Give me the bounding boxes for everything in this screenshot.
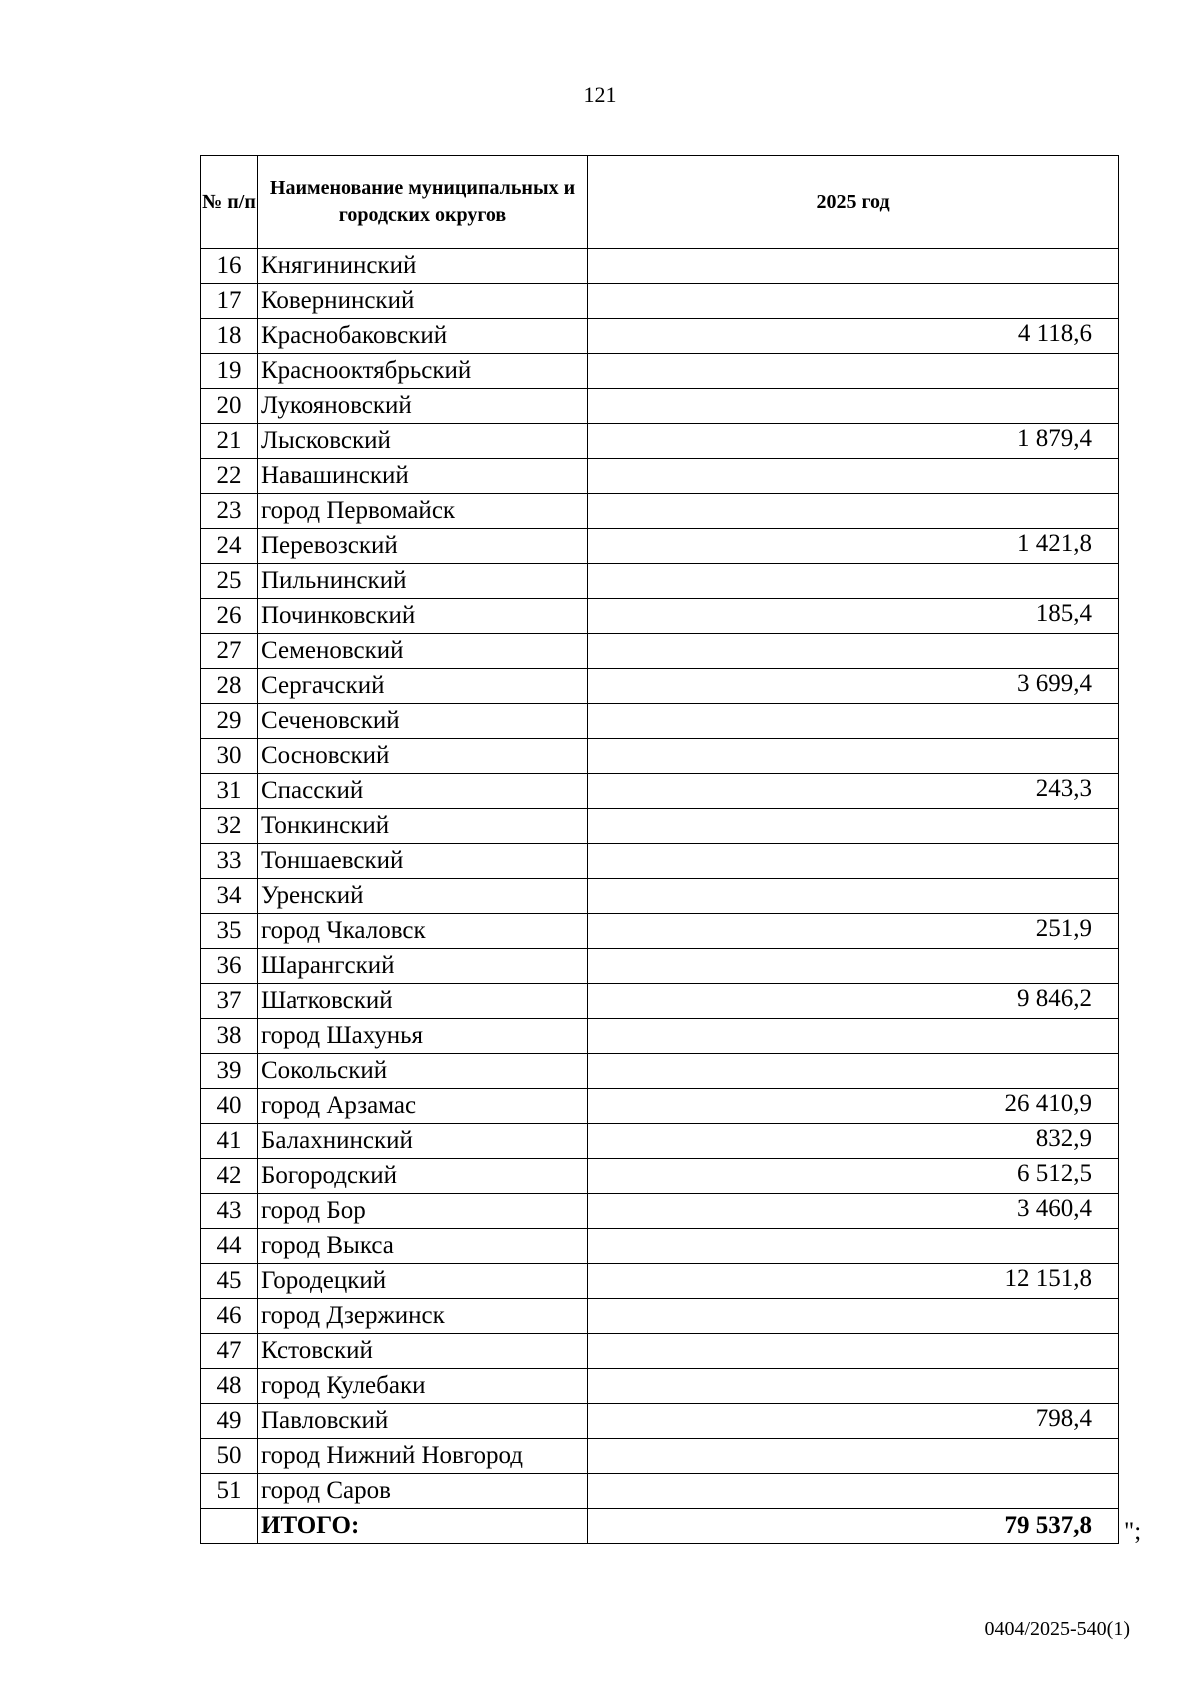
table-row <box>201 319 1119 354</box>
row-value <box>588 494 1119 529</box>
district-name: Сокольский <box>258 1054 588 1089</box>
row-value: 1 879,4 <box>588 424 1119 459</box>
table-row <box>201 634 1119 669</box>
district-name: Семеновский <box>258 634 588 669</box>
row-value <box>588 879 1119 914</box>
row-value: 3 460,4 <box>588 1194 1119 1229</box>
row-number: 36 <box>201 949 258 984</box>
header-num: № п/п <box>201 156 258 249</box>
row-number: 38 <box>201 1019 258 1054</box>
table-row <box>201 809 1119 844</box>
header-value: 2025 год <box>588 156 1119 249</box>
row-value <box>588 1474 1119 1509</box>
row-value <box>588 1334 1119 1369</box>
table-row <box>201 1054 1119 1089</box>
row-value <box>588 564 1119 599</box>
table-header-row <box>201 156 1119 249</box>
table-row <box>201 669 1119 704</box>
district-name: Богородский <box>258 1159 588 1194</box>
table-row <box>201 1369 1119 1404</box>
row-value <box>588 354 1119 389</box>
table-body <box>201 249 1119 1544</box>
row-value: 26 410,9 <box>588 1089 1119 1124</box>
row-value <box>588 634 1119 669</box>
district-name: Балахнинский <box>258 1124 588 1159</box>
district-name: Лысковский <box>258 424 588 459</box>
row-number: 16 <box>201 249 258 284</box>
table-row <box>201 564 1119 599</box>
district-name: Сосновский <box>258 739 588 774</box>
row-number: 40 <box>201 1089 258 1124</box>
table-row <box>201 739 1119 774</box>
table-row <box>201 1089 1119 1124</box>
table-row <box>201 949 1119 984</box>
district-name: город Арзамас <box>258 1089 588 1124</box>
district-name: город Кулебаки <box>258 1369 588 1404</box>
row-number: 21 <box>201 424 258 459</box>
district-name: Павловский <box>258 1404 588 1439</box>
row-value: 9 846,2 <box>588 984 1119 1019</box>
row-value: 185,4 <box>588 599 1119 634</box>
district-name: Сеченовский <box>258 704 588 739</box>
district-name: Шарангский <box>258 949 588 984</box>
row-value <box>588 949 1119 984</box>
district-name: Краснобаковский <box>258 319 588 354</box>
total-value: 79 537,8 <box>588 1509 1119 1544</box>
row-number: 34 <box>201 879 258 914</box>
row-value: 832,9 <box>588 1124 1119 1159</box>
row-number: 27 <box>201 634 258 669</box>
table-row <box>201 1124 1119 1159</box>
table-row <box>201 1159 1119 1194</box>
table-row <box>201 879 1119 914</box>
district-name: Перевозский <box>258 529 588 564</box>
table-row <box>201 1264 1119 1299</box>
row-number: 50 <box>201 1439 258 1474</box>
district-name: Шатковский <box>258 984 588 1019</box>
closing-quote-mark: "; <box>1124 1518 1142 1545</box>
row-value <box>588 249 1119 284</box>
table-row <box>201 284 1119 319</box>
row-value: 798,4 <box>588 1404 1119 1439</box>
district-name: Уренский <box>258 879 588 914</box>
row-value: 4 118,6 <box>588 319 1119 354</box>
row-number: 30 <box>201 739 258 774</box>
table-row <box>201 984 1119 1019</box>
row-value <box>588 459 1119 494</box>
row-number: 39 <box>201 1054 258 1089</box>
district-name: Починковский <box>258 599 588 634</box>
table-row <box>201 424 1119 459</box>
table-row <box>201 459 1119 494</box>
row-number: 37 <box>201 984 258 1019</box>
district-name: Кстовский <box>258 1334 588 1369</box>
district-name: город Нижний Новгород <box>258 1439 588 1474</box>
row-value: 1 421,8 <box>588 529 1119 564</box>
district-name: город Бор <box>258 1194 588 1229</box>
row-number: 46 <box>201 1299 258 1334</box>
row-number: 23 <box>201 494 258 529</box>
row-number: 19 <box>201 354 258 389</box>
table-row <box>201 1019 1119 1054</box>
table-row <box>201 914 1119 949</box>
row-value <box>588 1369 1119 1404</box>
row-value <box>588 739 1119 774</box>
row-value <box>588 1439 1119 1474</box>
district-name: Навашинский <box>258 459 588 494</box>
table-row <box>201 529 1119 564</box>
row-number: 17 <box>201 284 258 319</box>
table-row <box>201 1439 1119 1474</box>
row-number: 43 <box>201 1194 258 1229</box>
district-name: Тонкинский <box>258 809 588 844</box>
district-name: город Саров <box>258 1474 588 1509</box>
row-number: 33 <box>201 844 258 879</box>
district-name: город Первомайск <box>258 494 588 529</box>
row-value: 243,3 <box>588 774 1119 809</box>
row-value <box>588 389 1119 424</box>
row-number: 49 <box>201 1404 258 1439</box>
table-row <box>201 599 1119 634</box>
allocation-table-container <box>200 155 1118 1544</box>
document-id: 0404/2025-540(1) <box>984 1618 1130 1640</box>
row-number: 22 <box>201 459 258 494</box>
table-row <box>201 774 1119 809</box>
table-row <box>201 354 1119 389</box>
district-name: Пильнинский <box>258 564 588 599</box>
row-value <box>588 704 1119 739</box>
page-number: 121 <box>583 82 617 107</box>
district-name: Спасский <box>258 774 588 809</box>
table-row <box>201 389 1119 424</box>
total-row <box>201 1509 1119 1544</box>
table-row <box>201 1194 1119 1229</box>
district-name: Городецкий <box>258 1264 588 1299</box>
district-name: город Шахунья <box>258 1019 588 1054</box>
row-value <box>588 1054 1119 1089</box>
allocation-table <box>200 155 1119 1544</box>
district-name: город Выкса <box>258 1229 588 1264</box>
table-row <box>201 1334 1119 1369</box>
row-number: 28 <box>201 669 258 704</box>
row-number: 31 <box>201 774 258 809</box>
table-row <box>201 844 1119 879</box>
row-value <box>588 284 1119 319</box>
district-name: город Дзержинск <box>258 1299 588 1334</box>
table-row <box>201 494 1119 529</box>
row-number: 51 <box>201 1474 258 1509</box>
row-number: 26 <box>201 599 258 634</box>
table-row <box>201 1229 1119 1264</box>
total-label: ИТОГО: <box>258 1509 588 1544</box>
table-row <box>201 704 1119 739</box>
row-value <box>588 1019 1119 1054</box>
row-value: 12 151,8 <box>588 1264 1119 1299</box>
row-number: 18 <box>201 319 258 354</box>
table-row <box>201 249 1119 284</box>
row-value <box>588 1229 1119 1264</box>
row-number: 35 <box>201 914 258 949</box>
row-number: 20 <box>201 389 258 424</box>
district-name: Краснооктябрьский <box>258 354 588 389</box>
row-number: 29 <box>201 704 258 739</box>
row-number: 32 <box>201 809 258 844</box>
row-value: 3 699,4 <box>588 669 1119 704</box>
row-number: 44 <box>201 1229 258 1264</box>
row-number: 45 <box>201 1264 258 1299</box>
row-number: 42 <box>201 1159 258 1194</box>
header-name: Наименование муниципальных и городских округов <box>258 156 588 249</box>
total-num-cell <box>201 1509 258 1544</box>
district-name: Ковернинский <box>258 284 588 319</box>
row-number: 41 <box>201 1124 258 1159</box>
row-value <box>588 1299 1119 1334</box>
district-name: Сергачский <box>258 669 588 704</box>
row-value: 251,9 <box>588 914 1119 949</box>
table-row <box>201 1474 1119 1509</box>
row-value <box>588 844 1119 879</box>
row-number: 25 <box>201 564 258 599</box>
row-number: 47 <box>201 1334 258 1369</box>
table-row <box>201 1404 1119 1439</box>
row-number: 48 <box>201 1369 258 1404</box>
table-row <box>201 1299 1119 1334</box>
district-name: Княгининский <box>258 249 588 284</box>
district-name: Лукояновский <box>258 389 588 424</box>
district-name: Тоншаевский <box>258 844 588 879</box>
row-value: 6 512,5 <box>588 1159 1119 1194</box>
row-value <box>588 809 1119 844</box>
district-name: город Чкаловск <box>258 914 588 949</box>
row-number: 24 <box>201 529 258 564</box>
